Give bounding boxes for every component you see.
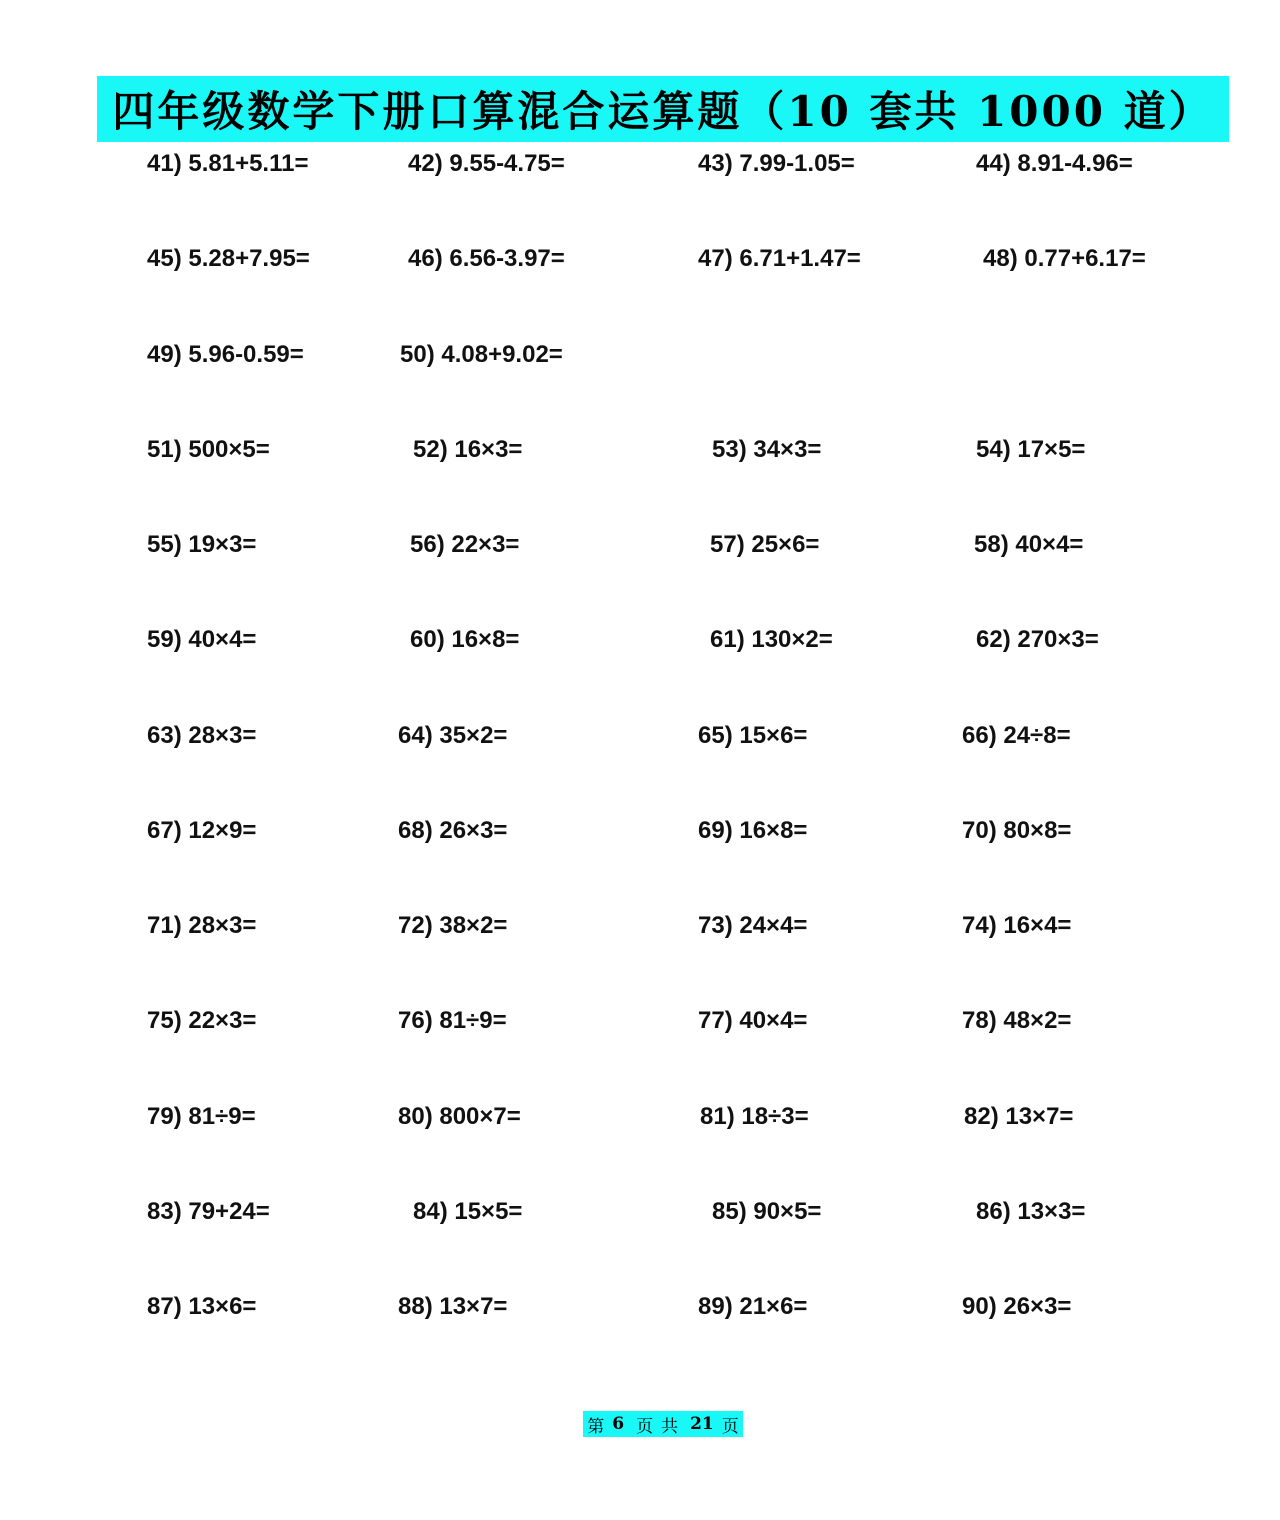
problem-item: 52) 16×3= [413, 436, 523, 463]
problem-item: 85) 90×5= [712, 1198, 822, 1225]
problem-item: 41) 5.81+5.11= [147, 150, 309, 177]
problem-item: 77) 40×4= [698, 1007, 808, 1034]
problem-item: 68) 26×3= [398, 817, 508, 844]
problem-item: 71) 28×3= [147, 912, 257, 939]
footer-total-pages: 21 [690, 1414, 714, 1434]
problem-item: 67) 12×9= [147, 817, 257, 844]
problem-item: 42) 9.55-4.75= [408, 150, 565, 177]
problem-item: 54) 17×5= [976, 436, 1086, 463]
problem-item: 45) 5.28+7.95= [147, 245, 310, 272]
problem-item: 50) 4.08+9.02= [400, 341, 563, 368]
problem-item: 86) 13×3= [976, 1198, 1086, 1225]
problem-item: 46) 6.56-3.97= [408, 245, 565, 272]
problem-item: 53) 34×3= [712, 436, 822, 463]
problem-item: 83) 79+24= [147, 1198, 270, 1225]
problem-item: 43) 7.99-1.05= [698, 150, 855, 177]
problem-item: 73) 24×4= [698, 912, 808, 939]
problem-item: 58) 40×4= [974, 531, 1084, 558]
problem-item: 61) 130×2= [710, 626, 833, 653]
footer-prefix: 第 [587, 1416, 605, 1437]
page-footer [583, 1411, 743, 1437]
problem-item: 72) 38×2= [398, 912, 508, 939]
problem-item: 80) 800×7= [398, 1103, 521, 1130]
problem-item: 64) 35×2= [398, 722, 508, 749]
problem-item: 76) 81÷9= [398, 1007, 507, 1034]
problem-item: 75) 22×3= [147, 1007, 257, 1034]
problem-item: 66) 24÷8= [962, 722, 1071, 749]
problem-item: 56) 22×3= [410, 531, 520, 558]
page-title: 四年级数学下册口算混合运算题（10 套共 1000 道） [112, 87, 1214, 136]
title-banner [97, 76, 1229, 142]
problem-item: 87) 13×6= [147, 1293, 257, 1320]
problem-item: 70) 80×8= [962, 817, 1072, 844]
problem-item: 90) 26×3= [962, 1293, 1072, 1320]
problem-item: 63) 28×3= [147, 722, 257, 749]
problem-item: 81) 18÷3= [700, 1103, 809, 1130]
problem-item: 82) 13×7= [964, 1103, 1074, 1130]
footer-total-word: 共 [661, 1416, 679, 1437]
footer-page-number: 6 [612, 1414, 625, 1434]
problem-item: 79) 81÷9= [147, 1103, 256, 1130]
problem-item: 84) 15×5= [413, 1198, 523, 1225]
problem-item: 51) 500×5= [147, 436, 270, 463]
problem-item: 49) 5.96-0.59= [147, 341, 304, 368]
problem-item: 74) 16×4= [962, 912, 1072, 939]
problem-item: 69) 16×8= [698, 817, 808, 844]
problem-item: 65) 15×6= [698, 722, 808, 749]
problem-item: 47) 6.71+1.47= [698, 245, 861, 272]
problem-item: 59) 40×4= [147, 626, 257, 653]
problem-item: 60) 16×8= [410, 626, 520, 653]
footer-suffix: 页 [721, 1416, 739, 1437]
problem-item: 78) 48×2= [962, 1007, 1072, 1034]
problem-item: 55) 19×3= [147, 531, 257, 558]
footer-page-word: 页 [636, 1416, 654, 1437]
problem-item: 89) 21×6= [698, 1293, 808, 1320]
problem-item: 44) 8.91-4.96= [976, 150, 1133, 177]
problem-item: 48) 0.77+6.17= [983, 245, 1146, 272]
problem-item: 62) 270×3= [976, 626, 1099, 653]
problem-item: 57) 25×6= [710, 531, 820, 558]
problem-item: 88) 13×7= [398, 1293, 508, 1320]
